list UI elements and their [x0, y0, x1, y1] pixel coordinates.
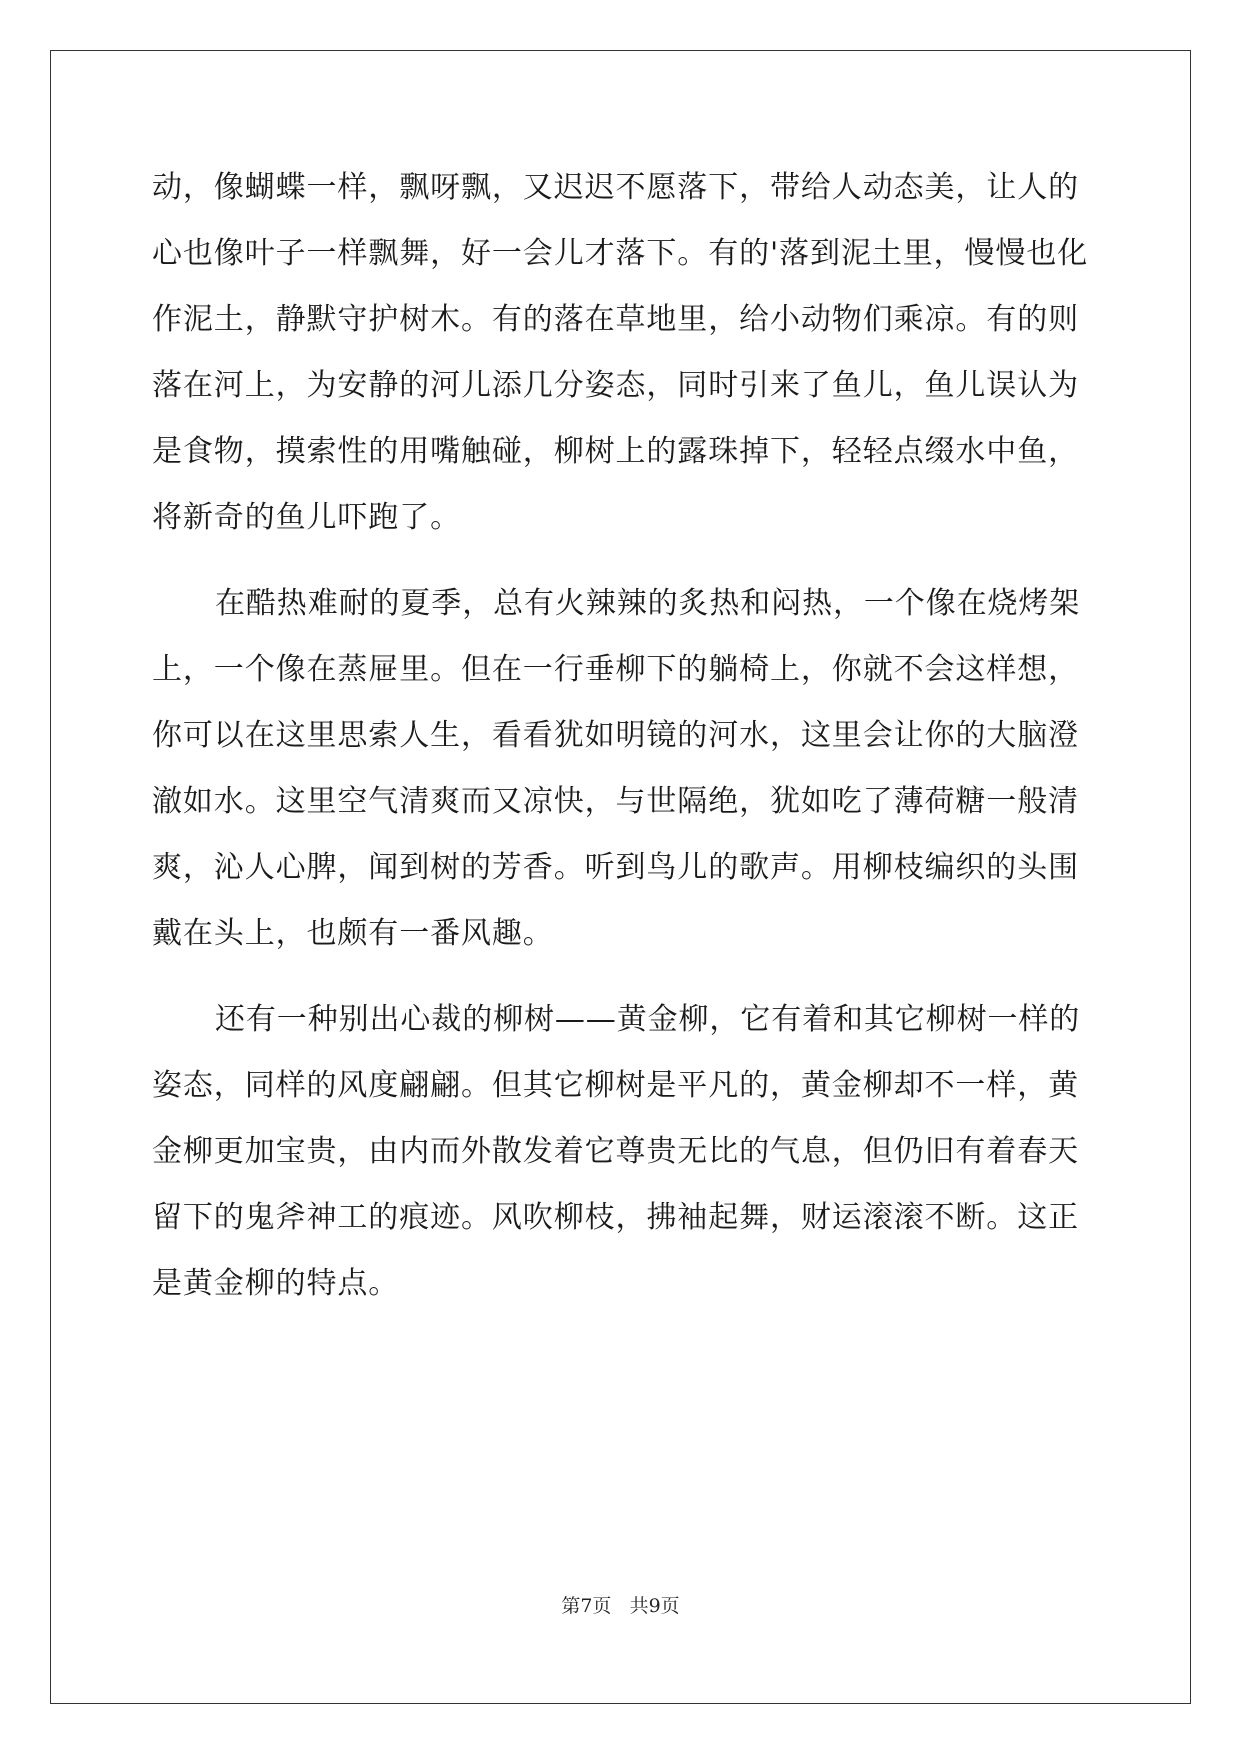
paragraph-3	[152, 987, 1097, 1317]
text-line: 作泥土，静默守护树木。有的落在草地里，给小动物们乘凉。有的则	[152, 302, 1079, 337]
paragraph-1	[152, 155, 1097, 551]
text-line: 落在河上，为安静的河儿添几分姿态，同时引来了鱼儿，鱼儿误认为	[152, 368, 1079, 403]
text-line: 澈如水。这里空气清爽而又凉快，与世隔绝，犹如吃了薄荷糖一般清	[152, 784, 1079, 819]
text-line: 金柳更加宝贵，由内而外散发着它尊贵无比的气息，但仍旧有着春天	[152, 1134, 1079, 1169]
text-line: 戴在头上，也颇有一番风趣。	[152, 916, 554, 951]
text-line: 留下的鬼斧神工的痕迹。风吹柳枝，拂袖起舞，财运滚滚不断。这正	[152, 1200, 1079, 1235]
text-line: 在酷热难耐的夏季，总有火辣辣的炙热和闷热，一个像在烧烤架	[215, 586, 1081, 621]
text-line: 你可以在这里思索人生，看看犹如明镜的河水，这里会让你的大脑澄	[152, 718, 1079, 753]
document-body	[152, 155, 1097, 1317]
page-total: 共9页	[629, 1595, 680, 1617]
text-line: 动，像蝴蝶一样，飘呀飘，又迟迟不愿落下，带给人动态美，让人的	[152, 170, 1079, 205]
paragraph-2	[152, 571, 1097, 967]
text-line: 姿态，同样的风度翩翩。但其它柳树是平凡的，黄金柳却不一样，黄	[152, 1068, 1079, 1103]
page-number: 第7页	[561, 1595, 612, 1617]
text-line: 上，一个像在蒸屉里。但在一行垂柳下的躺椅上，你就不会这样想，	[152, 652, 1079, 687]
text-line: 还有一种别出心裁的柳树——黄金柳，它有着和其它柳树一样的	[215, 1002, 1081, 1037]
page-footer	[0, 1593, 1241, 1619]
text-line: 是食物，摸索性的用嘴触碰，柳树上的露珠掉下，轻轻点缀水中鱼，	[152, 434, 1079, 469]
text-line: 是黄金柳的特点。	[152, 1266, 400, 1301]
text-line: 将新奇的鱼儿吓跑了。	[152, 500, 461, 535]
text-line: 爽，沁人心脾，闻到树的芳香。听到鸟儿的歌声。用柳枝编织的头围	[152, 850, 1079, 885]
text-line: 心也像叶子一样飘舞，好一会儿才落下。有的'落到泥土里，慢慢也化	[152, 236, 1089, 271]
